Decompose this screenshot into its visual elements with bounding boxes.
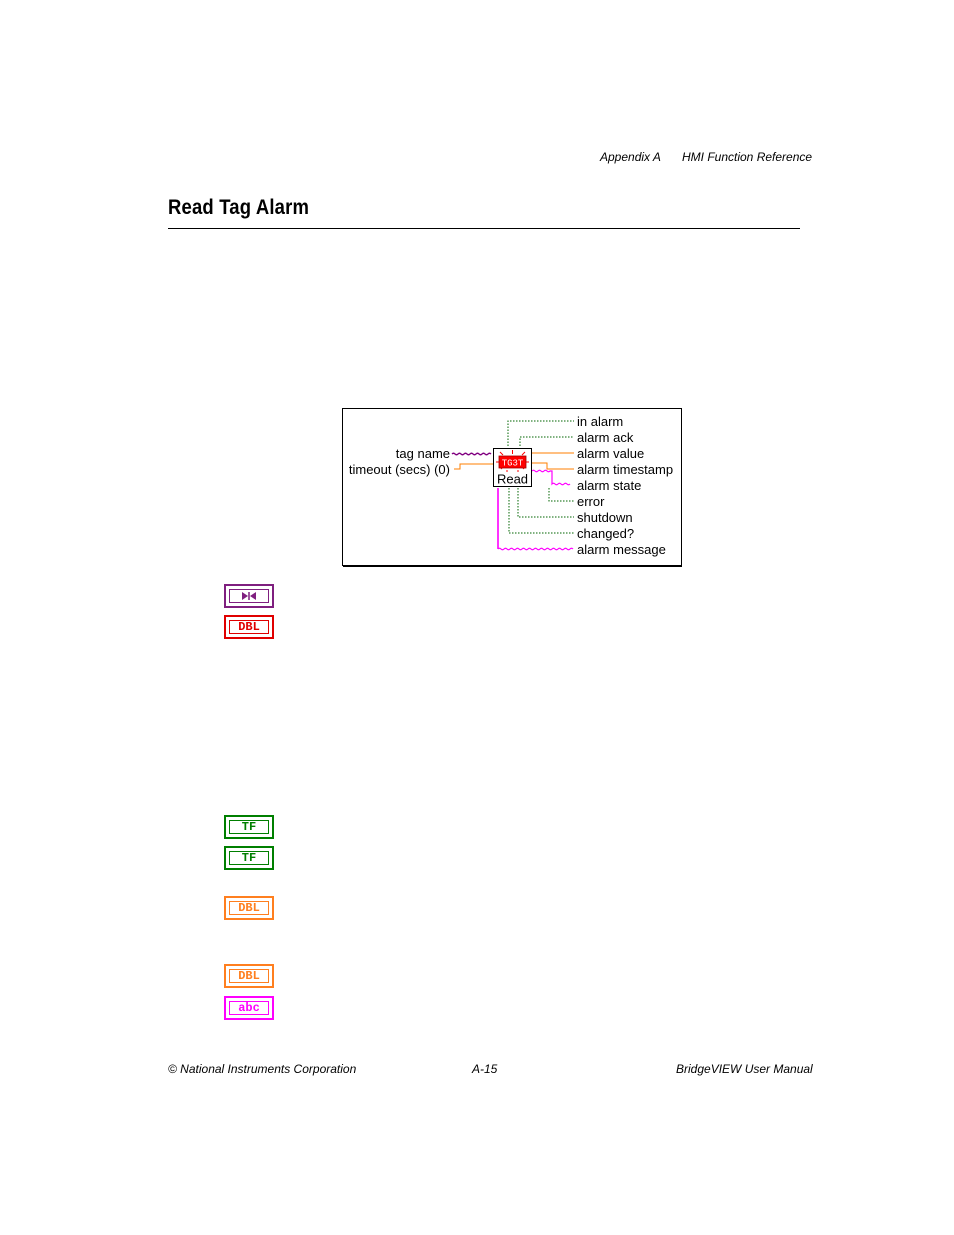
node-top-label: TG3T (501, 458, 524, 469)
output-label-alarm-value: alarm value (577, 446, 645, 461)
read-tag-alarm-node (494, 449, 532, 487)
footer-page-number: A-15 (472, 1062, 498, 1076)
tag-refnum-icon (224, 584, 274, 608)
tf-output-icon-1: TF (224, 815, 274, 839)
header-chapter: HMI Function Reference (682, 150, 813, 164)
output-label-changed: changed? (577, 526, 635, 541)
page-title: Read Tag Alarm (168, 196, 310, 219)
dbl-input-icon: DBL (224, 615, 274, 639)
connector-diagram (342, 408, 682, 567)
output-label-alarm-message: alarm message (577, 542, 666, 557)
output-label-alarm-ack: alarm ack (577, 430, 634, 445)
output-label-in-alarm: in alarm (577, 414, 624, 429)
output-label-alarm-state: alarm state (577, 478, 642, 493)
dbl-output-icon-2: DBL (224, 964, 274, 988)
output-label-shutdown: shutdown (577, 510, 633, 525)
footer-copyright: © National Instruments Corporation (168, 1062, 357, 1076)
refnum-glyph-icon (241, 591, 257, 601)
header-section: Appendix A (600, 150, 661, 164)
tf-output-icon-2: TF (224, 846, 274, 870)
node-bottom-label: Read (496, 471, 529, 487)
dbl-output-icon-1: DBL (224, 896, 274, 920)
input-label-timeout: timeout (secs) (0) (348, 462, 450, 477)
input-label-tag-name: tag name (395, 446, 450, 461)
footer-manual-title: BridgeVIEW User Manual (676, 1062, 813, 1076)
output-label-alarm-timestamp: alarm timestamp (577, 462, 674, 477)
title-rule (168, 228, 800, 229)
output-label-error: error (577, 494, 605, 509)
abc-output-icon: abc (224, 996, 274, 1020)
